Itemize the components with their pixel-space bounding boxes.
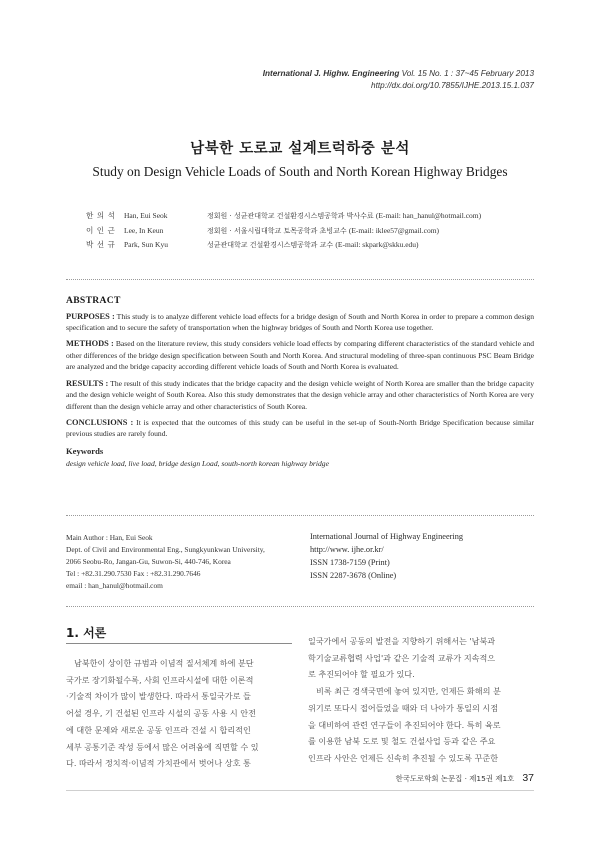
- footer-divider: [66, 790, 534, 791]
- info-line: Dept. of Civil and Environmental Eng., Sungkyunkwan University,: [66, 545, 265, 554]
- author-row: [86, 238, 481, 253]
- body-line: 세부 공통기준 작성 등에서 많은 어려움에 직면할 수 있: [66, 741, 259, 752]
- body-line: 에 대한 문제와 새로운 공동 인프라 건설 시 합리적인: [66, 724, 251, 735]
- affiliation-text: 정회원 · 서울시립대학교 토목공학과 초빙교수: [207, 226, 347, 235]
- author-email[interactable]: (E-mail: han_hanul@hotmail.com): [375, 211, 482, 220]
- doi-link[interactable]: http://dx.doi.org/10.7855/IJHE.2013.15.1.037: [371, 81, 534, 90]
- abstract-conclusions: [66, 417, 534, 440]
- conclusions-text: It is expected that the outcomes of this study can be useful in the set-up of South-North Bridge Specification because similar previous studies are rarely found.: [66, 417, 534, 439]
- author-email[interactable]: (E-mail: iklee57@gmail.com): [348, 225, 440, 235]
- purposes-label: PURPOSES :: [66, 311, 115, 321]
- body-line: 남북한이 상이한 규범과 이념적 질서체계 하에 분단: [74, 658, 254, 668]
- author-english-name: Park, Sun Kyu: [124, 240, 168, 250]
- journal-info-line: International Journal of Highway Engineering: [310, 532, 463, 541]
- methods-label: METHODS :: [66, 339, 114, 349]
- journal-url[interactable]: http://www. ijhe.or.kr/: [310, 545, 384, 554]
- info-line[interactable]: email : han_hanul@hotmail.com: [66, 581, 163, 590]
- abstract-heading: ABSTRACT: [66, 295, 121, 306]
- results-label: RESULTS :: [66, 378, 109, 388]
- body-line: 학기술교류협력 사업'과 같은 기술적 교류가 지속적으: [308, 652, 496, 663]
- author-affiliation: [207, 238, 419, 253]
- divider: [66, 606, 534, 607]
- purposes-text: This study is to analyze different vehicle load effects for a bridge design of South and North Korea in order to prepare a common design specification and to secure the safety of transportation when the highway bridges of South and North Korea use together.: [66, 311, 534, 333]
- author-list: [86, 209, 481, 253]
- body-line: 비록 최근 경색국면에 놓여 있지만, 언제든 화해의 분: [316, 686, 501, 697]
- divider: [66, 515, 534, 516]
- divider: [66, 279, 534, 280]
- journal-name: International J. Highw. Engineering: [262, 69, 400, 78]
- author-english-name: Lee, In Keun: [124, 225, 164, 235]
- corresponding-author-info: [66, 532, 302, 592]
- page-number: 37: [522, 772, 534, 784]
- author-korean-name: 한 의 석: [86, 211, 116, 220]
- author-english-name: Han, Eui Seok: [124, 211, 168, 220]
- keywords-heading: Keywords: [66, 446, 104, 457]
- journal-volume: Vol. 15 No. 1 : 37~45 February 2013: [401, 69, 534, 78]
- info-line: Tel : +82.31.290.7530 Fax : +82.31.290.7646: [66, 569, 201, 578]
- author-row: [86, 224, 481, 239]
- body-line: 어설 경우, 기 건설된 인프라 시설의 공동 사용 시 안전: [66, 708, 256, 719]
- body-column-right: [308, 633, 540, 767]
- body-line: 일국가에서 공동의 발전을 지향하기 위해서는 '남북과: [308, 636, 496, 646]
- body-column-left: [66, 655, 298, 772]
- body-line: 다. 따라서 정치적·이념적 가치관에서 벗어나 상호 통: [66, 758, 251, 769]
- results-text: The result of this study indicates that the bridge capacity and the design vehicle weight of North Korea are smaller than the bridge capacity and the design vehicle weight of South Korea. Also this study demonstrates that the design vehicle array and other characteristics of North Korea are very different than the design vehicle array and other characteristics of South Korea.: [66, 378, 534, 411]
- abstract-results: [66, 378, 534, 413]
- body-line: 위기로 또다시 접어들었을 때와 더 나아가 통일의 시점: [308, 702, 499, 713]
- title-korean: 남북한 도로교 설계트럭하중 분석: [190, 141, 410, 157]
- journal-info: [310, 530, 540, 582]
- section-underline: [66, 643, 292, 644]
- body-line: 을 대비하여 관련 연구들이 추진되어야 한다. 특히 육로: [308, 719, 501, 730]
- journal-header: [263, 68, 534, 92]
- author-korean-name: 이 인 근: [86, 225, 116, 235]
- author-row: [86, 209, 481, 224]
- affiliation-text: 성균관대학교 건설환경시스템공학과 교수: [207, 241, 334, 250]
- author-affiliation: [207, 224, 439, 239]
- body-line: 인프라 사안은 언제든 신속히 추진될 수 있도록 꾸준한: [308, 752, 499, 763]
- body-line: 로 추진되어야 할 필요가 있다.: [308, 669, 415, 680]
- body-line: 를 이용한 남북 도로 및 철도 건설사업 등과 같은 주요: [308, 736, 496, 747]
- title-english: Study on Design Vehicle Loads of South and North Korean Highway Bridges: [92, 164, 508, 179]
- info-line: 2066 Seobu-Ro, Jangan-Gu, Suwon-Si, 440-746, Korea: [66, 557, 231, 566]
- page-footer: [396, 772, 534, 784]
- abstract-methods: [66, 338, 534, 373]
- abstract-purposes: [66, 311, 534, 334]
- journal-info-line: ISSN 2287-3678 (Online): [310, 571, 397, 580]
- author-affiliation: [207, 209, 481, 224]
- section-title: 1. 서론: [66, 626, 107, 640]
- info-line: Main Author : Han, Eui Seok: [66, 533, 153, 542]
- abstract-section: [66, 295, 534, 469]
- body-line: ·기술적 차이가 많이 발생한다. 따라서 통일국가로 들: [66, 691, 251, 702]
- body-line: 국가로 장기화될수록, 사회 인프라시설에 대한 이론적: [66, 674, 254, 685]
- methods-text: Based on the literature review, this study considers vehicle load effects by comparing different characteristics of the standard vehicle and other differences of the bridge design specification between South and North Korea. And structural modeling of three-span continuous PSC Beam Bridge are analyzed and the bridge capacity according different vehicle loads of South and North Korea is evaluated.: [66, 339, 534, 372]
- author-email[interactable]: (E-mail: skpark@skku.edu): [335, 240, 419, 250]
- journal-info-line: ISSN 1738-7159 (Print): [310, 558, 390, 567]
- footer-journal: 한국도로학회 논문집 · 제15권 제1호: [395, 774, 515, 783]
- keywords-text: design vehicle load, live load, bridge design Load, south-north korean highway bridge: [66, 458, 329, 468]
- conclusions-label: CONCLUSIONS :: [66, 417, 134, 427]
- affiliation-text: 정회원 · 성균관대학교 건설환경시스템공학과 박사수료: [207, 212, 374, 220]
- author-korean-name: 박 선 규: [86, 240, 116, 250]
